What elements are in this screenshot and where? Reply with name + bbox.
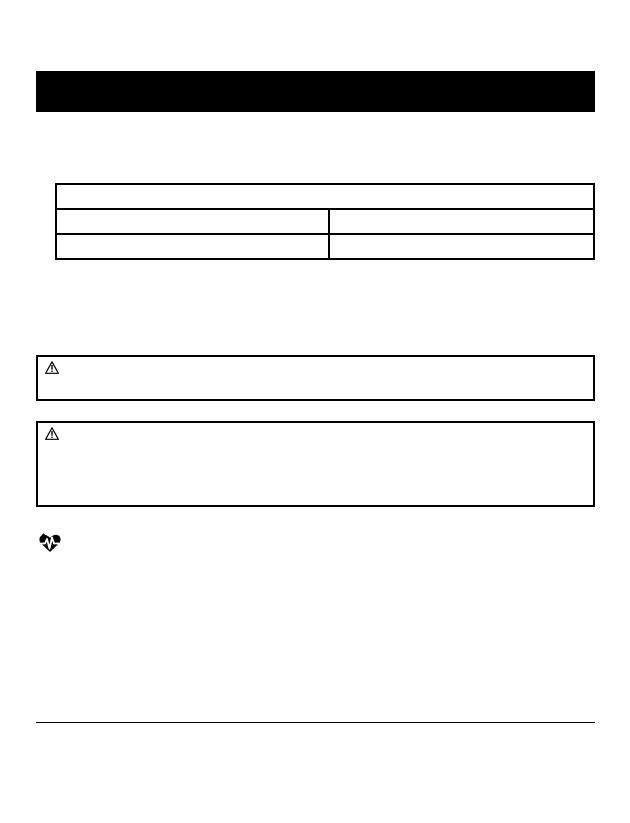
heart-pulse-icon: [38, 531, 62, 555]
table-cell: [329, 234, 594, 259]
warning-triangle-icon: [45, 361, 59, 374]
table-title-cell: [56, 184, 594, 209]
table-row: [56, 184, 594, 209]
warning-triangle-icon: [45, 427, 59, 440]
table-row: [56, 209, 594, 234]
section-header-bar: [36, 71, 595, 112]
warning-box: [36, 355, 595, 401]
warning-box: [36, 421, 595, 507]
table-cell: [56, 234, 329, 259]
table-cell: [329, 209, 594, 234]
table-row: [56, 234, 594, 259]
table-cell: [56, 209, 329, 234]
spec-table: [55, 183, 595, 260]
footer-divider: [36, 722, 595, 723]
